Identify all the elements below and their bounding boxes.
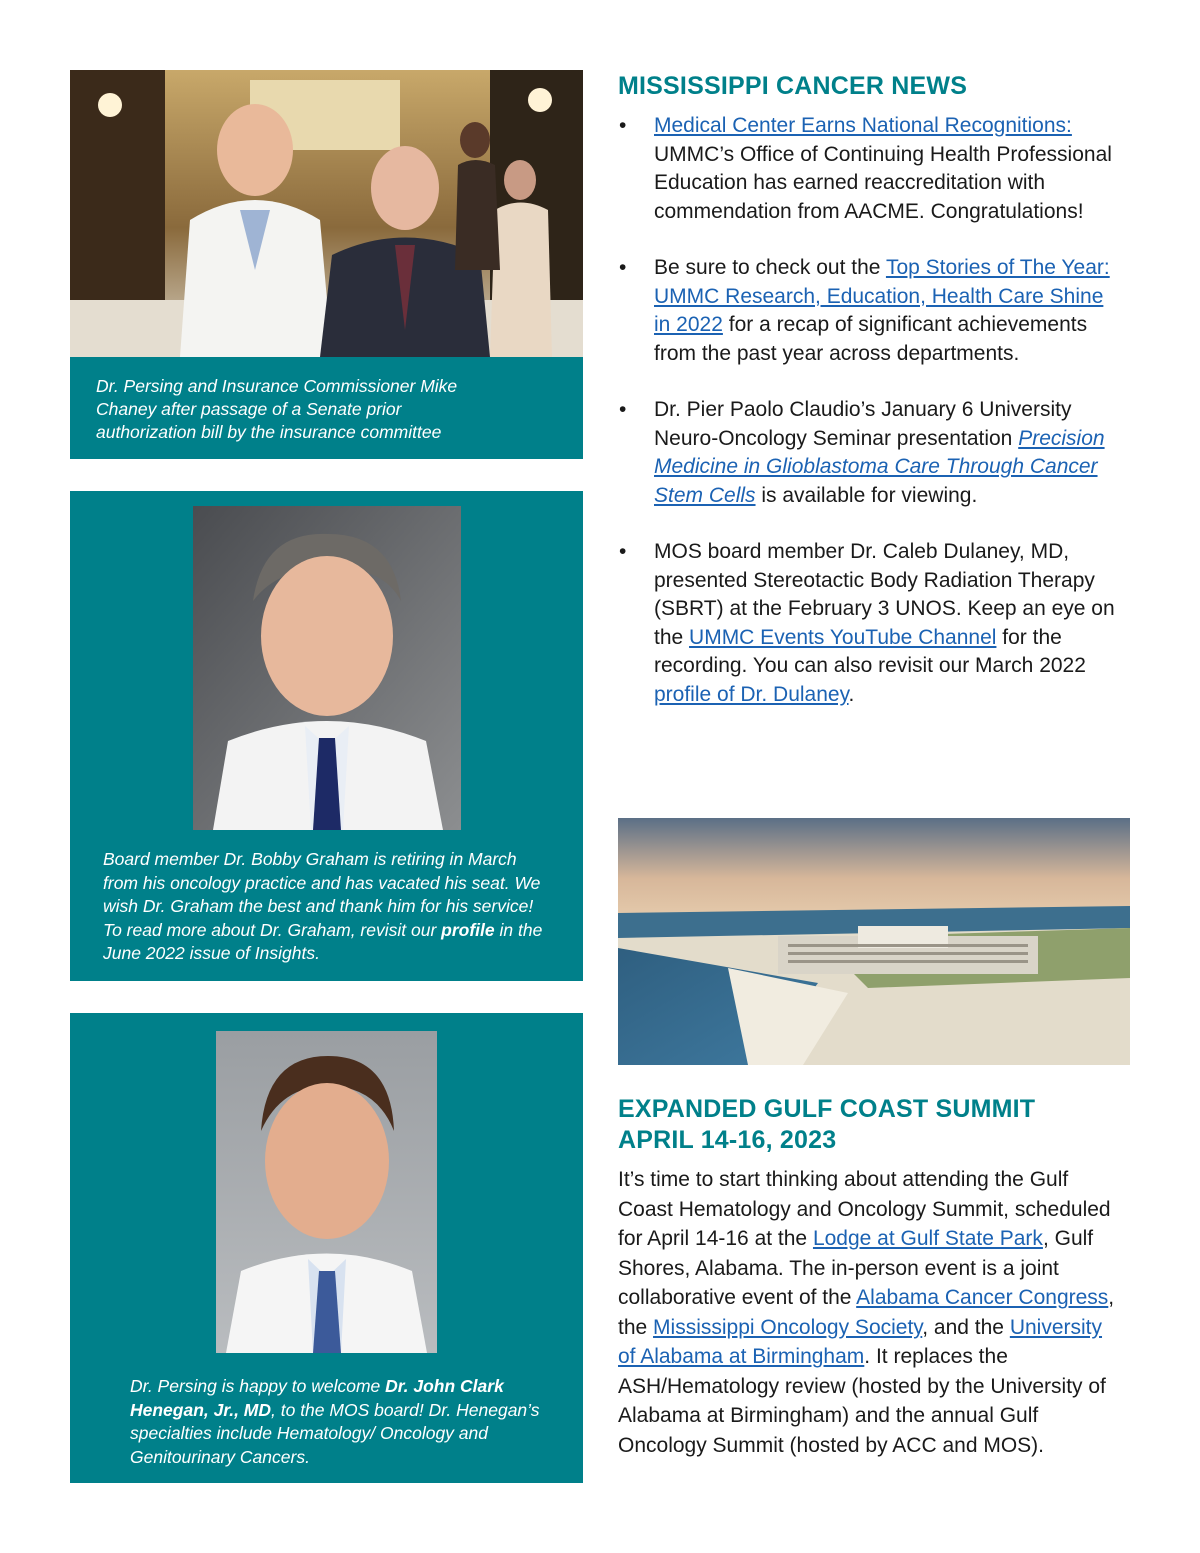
bullet: • — [619, 114, 627, 137]
news-item-text: for the recording. You can also revisit our March 2022 — [654, 625, 1086, 677]
summit-body — [618, 1165, 1123, 1460]
news-item-text: for a recap of significant achievements from the past year across departments. — [654, 313, 1088, 365]
photo-card-persing-chaney — [70, 70, 583, 459]
link-lodge-gulf-state-park[interactable]: Lodge at Gulf State Park — [812, 1227, 1043, 1250]
link-alabama-cancer-congress[interactable]: Alabama Cancer Congress — [856, 1286, 1109, 1309]
photo-persing-chaney — [70, 70, 583, 357]
list-item — [619, 538, 1124, 709]
summit-heading — [618, 1094, 1138, 1156]
summit-text: It’s time to start thinking about attending the Gulf Coast Hematology and Oncology Summit, scheduled for April 14-16 at the — [618, 1168, 1111, 1250]
list-item — [619, 396, 1124, 510]
photo-card-henegan — [70, 1013, 583, 1483]
link-ummc-youtube[interactable]: UMMC Events YouTube Channel — [689, 625, 997, 649]
bullet: • — [619, 398, 627, 421]
news-item-text: Dr. Pier Paolo Claudio’s January 6 University Neuro-Oncology Seminar presentation — [654, 398, 1072, 450]
link-dulaney-profile[interactable]: profile of Dr. Dulaney — [654, 682, 849, 706]
link-top-stories[interactable]: Top Stories of The Year: UMMC Research, Education, Health Care Shine in 2022 — [654, 256, 1110, 336]
summit-heading-line2: APRIL 14-16, 2023 — [618, 1126, 837, 1154]
photo-dr-graham — [193, 506, 461, 830]
summit-text: , the — [618, 1286, 1115, 1339]
list-item — [619, 112, 1124, 226]
news-item-text: UMMC’s Office of Continuing Health Professional Education has earned reaccreditation with commendation from AACME. Congratulations! — [654, 142, 1112, 223]
news-list — [619, 112, 1124, 737]
summit-text: , Gulf Shores, Alabama. The in-person event is a joint collaborative event of the — [618, 1227, 1094, 1309]
news-item-text: is available for viewing. — [755, 483, 978, 507]
caption-text-2: , to the MOS board! Dr. Henegan’s specialties include Hematology/ Oncology and Genitourinary Cancers. — [130, 1399, 540, 1467]
caption-text-1: Dr. Persing is happy to welcome — [130, 1376, 386, 1396]
caption-box — [70, 357, 583, 459]
link-uab[interactable]: University of Alabama at Birmingham — [618, 1315, 1103, 1368]
bullet: • — [619, 256, 627, 279]
photo-dr-henegan — [216, 1031, 437, 1353]
news-item-text: . — [848, 682, 855, 706]
caption-persing-chaney: Dr. Persing and Insurance Commissioner Mike Chaney after passage of a Senate prior authorization bill by the insurance committee — [96, 376, 458, 442]
news-heading: MISSISSIPPI CANCER NEWS — [618, 72, 968, 100]
photo-card-graham — [70, 491, 583, 981]
summit-text: , and the — [922, 1315, 1010, 1339]
link-precision-medicine[interactable]: Precision Medicine in Glioblastoma Care Through Cancer Stem Cells — [654, 426, 1105, 507]
summit-heading-line1: EXPANDED GULF COAST SUMMIT — [618, 1095, 1036, 1123]
link-medical-center-recognitions[interactable]: Medical Center Earns National Recognitions: — [654, 114, 1072, 137]
caption-text-2: in the June 2022 issue of Insights. — [103, 919, 543, 963]
summit-text: . It replaces the ASH/Hematology review (hosted by the University of Alabama at Birmingham) and the annual Gulf Oncology Summit (hosted by ACC and MOS). — [618, 1345, 1106, 1457]
news-item-text: MOS board member Dr. Caleb Dulaney, MD, presented Stereotactic Body Radiation Therapy (SBRT) at the February 3 UNOS. Keep an eye on the — [654, 540, 1115, 649]
bullet: • — [619, 540, 627, 563]
news-item-text: Be sure to check out the — [654, 256, 886, 279]
caption-henegan-bold: Dr. John Clark Henegan, Jr., MD — [130, 1376, 504, 1420]
caption-dr-henegan — [130, 1375, 550, 1469]
list-item — [619, 254, 1124, 368]
caption-profile-bold: profile — [441, 919, 495, 940]
link-mississippi-oncology-society[interactable]: Mississippi Oncology Society — [653, 1315, 923, 1339]
caption-text-1: Board member Dr. Bobby Graham is retiring in March from his oncology practice and has vacated his seat. We wish Dr. Graham the best and thank him for his service! To read more about Dr. Graham, revisit our — [103, 849, 541, 940]
caption-dr-graham — [103, 848, 553, 966]
photo-gulf-state-park-lodge — [618, 818, 1130, 1065]
